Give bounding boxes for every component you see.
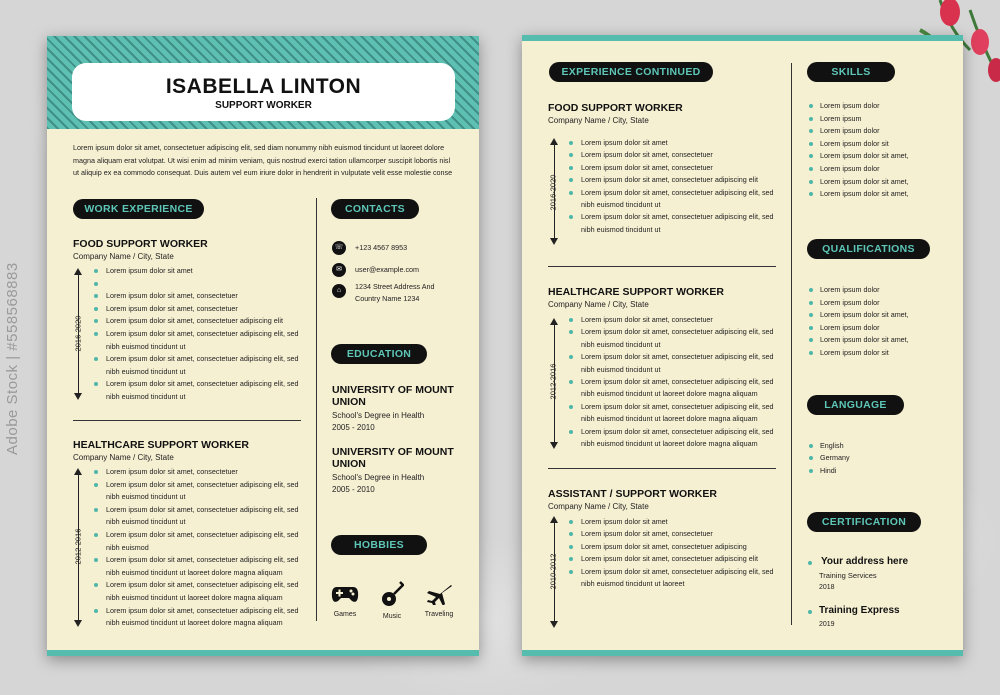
bullet-text: Lorem ipsum dolor sit amet, consectetuer adipiscing elit, sed: [106, 605, 299, 615]
bullet-text: Lorem ipsum dolor sit amet: [581, 138, 668, 147]
bullet-text: nibh euismod tincidunt ut laoreet dolore magna aliquam: [581, 439, 758, 448]
bullet-text: Lorem ipsum dolor sit amet, consectetuer: [106, 303, 238, 313]
job-years: 2016-2020: [73, 315, 83, 352]
bullet-dot: [569, 557, 573, 561]
bullet-text: Lorem ipsum dolor sit amet, consectetuer adipiscing elit, sed: [581, 327, 774, 337]
bullet-text: Lorem ipsum dolor sit amet, consectetuer adipiscing elit, sed: [106, 379, 299, 389]
bullet-dot: [94, 307, 98, 311]
bullet-text: Lorem ipsum dolor sit amet, consectetuer: [106, 291, 238, 301]
job-company: Company Name / City, State: [548, 116, 649, 125]
contact-address-line2: Country Name 1234: [355, 294, 420, 303]
bullet-dot: [809, 469, 813, 473]
list-item: Lorem ipsum dolor sit amet,: [820, 189, 909, 199]
guitar-icon: [380, 581, 404, 607]
bullet-dot: [809, 288, 813, 292]
list-item: Lorem ipsum dolor: [820, 101, 880, 110]
list-item: Lorem ipsum dolor: [820, 164, 880, 173]
bullet-dot: [809, 104, 813, 108]
bullet-text: Lorem ipsum dolor sit amet, consectetuer adipiscing elit, sed: [106, 530, 299, 539]
bullet-dot: [94, 533, 98, 537]
contact-email: user@example.com: [355, 265, 420, 274]
hobby-label: Music: [382, 613, 402, 620]
top-accent-band: [522, 35, 963, 41]
bullet-text: Lorem ipsum dolor sit amet, consectetuer adipiscing elit, sed: [581, 212, 774, 222]
education-school: UNIVERSITY OF MOUNT: [332, 446, 454, 458]
education-degree: School's Degree in Health: [332, 411, 425, 420]
timeline-arrow-up-icon: [74, 468, 82, 475]
bullet-dot: [809, 338, 813, 342]
bullet-dot: [809, 456, 813, 460]
bullet-dot: [569, 330, 573, 334]
bullet-text: nibh euismod tincidunt ut: [106, 492, 186, 502]
resume-page-2: [522, 35, 963, 656]
phone-icon: ☏: [332, 241, 346, 255]
list-item: Lorem ipsum dolor sit amet,: [820, 176, 909, 186]
bullet-text: Lorem ipsum dolor sit amet, consectetuer: [106, 467, 238, 476]
home-icon: ⌂: [332, 284, 346, 298]
job-company: Company Name / City, State: [548, 502, 649, 511]
bullet-dot: [569, 430, 573, 434]
bullet-dot: [569, 191, 573, 195]
bullet-text: nibh euismod tincidunt ut: [106, 341, 186, 351]
list-item: Lorem ipsum dolor sit: [820, 138, 889, 148]
bullet-text: nibh euismod tincidunt ut laoreet dolore magna aliquam: [106, 593, 283, 602]
bullet-dot: [809, 301, 813, 305]
bullet-dot: [809, 117, 813, 121]
bullet-dot: [809, 142, 813, 146]
cert-bullet: [808, 561, 812, 565]
timeline-arrow-up-icon: [550, 138, 558, 145]
job-years: 2010-2012: [548, 553, 558, 590]
bullet-text: Lorem ipsum dolor sit amet, consectetuer adipiscing elit, sed: [106, 329, 299, 338]
adobe-stock-watermark: Adobe Stock | #558568883: [4, 262, 21, 455]
bullet-text: Lorem ipsum dolor sit amet, consectetuer: [581, 150, 713, 160]
education-years: 2005 - 2010: [332, 485, 375, 494]
bullet-dot: [94, 583, 98, 587]
bullet-dot: [809, 154, 813, 158]
bullet-dot: [94, 483, 98, 487]
bullet-dot: [94, 319, 98, 323]
bullet-text: Lorem ipsum dolor sit amet, consectetuer adipiscing elit: [106, 316, 283, 326]
timeline-arrow-up-icon: [550, 318, 558, 325]
bullet-dot: [809, 180, 813, 184]
bullet-dot: [569, 545, 573, 549]
certification-heading: CERTIFICATION: [807, 512, 921, 532]
bullet-text: nibh euismod tincidunt ut laoreet: [581, 579, 685, 588]
bullet-dot: [94, 558, 98, 562]
bullet-dot: [809, 129, 813, 133]
bullet-dot: [569, 405, 573, 409]
education-school: UNIVERSITY OF MOUNT: [332, 384, 454, 396]
gamepad-icon: [331, 583, 359, 605]
timeline-arrow-down-icon: [550, 238, 558, 245]
bullet-text: Lorem ipsum dolor sit amet, consectetuer: [581, 162, 713, 172]
bullet-dot: [94, 609, 98, 613]
bullet-dot: [94, 332, 98, 336]
bullet-text: Lorem ipsum dolor sit amet, consectetuer adipiscing elit, sed: [106, 504, 299, 514]
job-company: Company Name / City, State: [73, 252, 174, 261]
cert-year: 2018: [819, 584, 835, 591]
bullet-text: nibh euismod tincidunt ut laoreet dolore magna aliquam: [106, 567, 283, 577]
bullet-text: Lorem ipsum dolor sit amet, consectetuer adipiscing elit, sed: [106, 479, 299, 489]
hobby-label: Games: [333, 611, 357, 618]
bullet-text: Lorem ipsum dolor sit amet, consectetuer adipiscing elit, sed: [106, 555, 299, 565]
timeline-arrow-down-icon: [74, 393, 82, 400]
bullet-text: nibh euismod tincidunt ut: [581, 224, 661, 234]
education-heading: EDUCATION: [331, 344, 427, 364]
job-title: HEALTHCARE SUPPORT WORKER: [548, 286, 724, 298]
bullet-dot: [569, 570, 573, 574]
bullet-dot: [569, 318, 573, 322]
qualifications-heading: QUALIFICATIONS: [807, 239, 930, 259]
list-item: Lorem ipsum dolor: [820, 126, 880, 136]
bullet-dot: [94, 470, 98, 474]
cert-title: Your address here: [821, 556, 909, 567]
bullet-dot: [569, 380, 573, 384]
bullet-dot: [569, 153, 573, 157]
bullet-text: Lorem ipsum dolor sit amet, consectetuer: [581, 315, 713, 324]
bullet-text: Lorem ipsum dolor sit amet: [581, 517, 668, 526]
hobbies-heading: HOBBIES: [331, 535, 427, 555]
cert-bullet: [808, 610, 812, 614]
job-separator: [73, 420, 301, 421]
bullet-text: nibh euismod tincidunt ut: [106, 517, 186, 527]
bullet-text: Lorem ipsum dolor sit amet, consectetuer adipiscing elit, sed: [581, 377, 774, 386]
bullet-text: nibh euismod tincidunt ut: [106, 392, 186, 401]
job-years: 2012-2016: [73, 528, 83, 565]
bullet-dot: [569, 355, 573, 359]
hobby-label: Traveling: [424, 611, 454, 618]
email-icon: ✉: [332, 263, 346, 277]
bullet-text: nibh euismod tincidunt ut: [106, 366, 186, 376]
list-item: Lorem ipsum dolor sit amet,: [820, 335, 909, 345]
bullet-text: Lorem ipsum dolor sit amet, consectetuer adipiscing elit, sed: [106, 354, 299, 364]
timeline-arrow-down-icon: [74, 620, 82, 627]
list-item: Hindi: [820, 465, 837, 475]
bullet-dot: [809, 192, 813, 196]
column-divider: [791, 63, 792, 625]
bullet-dot: [569, 178, 573, 182]
bullet-text: Lorem ipsum dolor sit amet, consectetuer adipiscing elit, sed: [581, 187, 774, 197]
list-item: Germany: [820, 453, 850, 463]
bullet-text: Lorem ipsum dolor sit amet, consectetuer adipiscing: [581, 541, 747, 551]
bullet-dot: [94, 382, 98, 386]
bullet-dot: [94, 294, 98, 298]
candidate-role: SUPPORT WORKER: [215, 100, 312, 111]
job-title: HEALTHCARE SUPPORT WORKER: [73, 439, 249, 451]
experience-continued-heading: EXPERIENCE CONTINUED: [549, 62, 713, 82]
bullet-text: nibh euismod tincidunt ut laoreet dolore magna aliquam: [106, 618, 283, 628]
cert-issuer: Training Services: [819, 571, 877, 580]
bullet-dot: [94, 357, 98, 361]
bullet-text: Lorem ipsum dolor sit amet, consectetuer adipiscing elit, sed: [106, 580, 299, 590]
hobby-music: [372, 581, 412, 620]
bottom-accent-band: [47, 650, 479, 656]
candidate-name: ISABELLA LINTON: [165, 75, 362, 98]
list-item: Lorem ipsum dolor sit amet,: [820, 310, 909, 320]
list-item: Lorem ipsum dolor: [820, 297, 880, 307]
name-box: [72, 63, 455, 121]
bullet-text: Lorem ipsum dolor sit amet, consectetuer adipiscing elit, sed: [581, 352, 774, 362]
bullet-dot: [569, 215, 573, 219]
contacts-heading: CONTACTS: [331, 199, 419, 219]
bullet-dot: [569, 141, 573, 145]
bullet-text: nibh euismod tincidunt ut: [581, 364, 661, 374]
cert-year: 2019: [819, 621, 835, 628]
job-separator: [548, 468, 776, 469]
job-company: Company Name / City, State: [548, 300, 649, 309]
timeline-arrow-down-icon: [550, 621, 558, 628]
bullet-text: nibh euismod: [106, 542, 149, 552]
list-item: Lorem ipsum dolor: [820, 285, 880, 294]
work-experience-heading: WORK EXPERIENCE: [73, 199, 204, 219]
airplane-icon: [425, 583, 453, 605]
list-item: Lorem ipsum dolor: [820, 322, 880, 332]
education-degree: School's Degree in Health: [332, 473, 425, 482]
bullet-text: Lorem ipsum dolor sit amet, consectetuer adipiscing elit, sed: [581, 566, 774, 576]
bullet-dot: [94, 269, 98, 273]
education-school-cont: UNION: [332, 396, 366, 408]
timeline-arrow-up-icon: [550, 516, 558, 523]
list-item: Lorem ipsum: [820, 113, 862, 123]
cert-title: Training Express: [819, 605, 900, 616]
list-item: English: [820, 441, 844, 450]
bullet-text: Lorem ipsum dolor sit amet, consectetuer adipiscing elit, sed: [581, 426, 774, 436]
hobby-traveling: [419, 583, 459, 618]
bullet-dot: [94, 282, 98, 286]
bullet-dot: [809, 313, 813, 317]
bullet-text: nibh euismod tincidunt ut: [581, 339, 661, 349]
bullet-dot: [809, 326, 813, 330]
education-school-cont: UNION: [332, 458, 366, 470]
contact-phone: +123 4567 8953: [355, 243, 408, 252]
bullet-dot: [809, 444, 813, 448]
bottom-accent-band: [522, 650, 963, 656]
bullet-text: nibh euismod tincidunt ut laoreet dolore magna aliquam: [581, 414, 758, 424]
bullet-dot: [94, 508, 98, 512]
bullet-text: Lorem ipsum dolor sit amet, consectetuer adipiscing elit: [581, 175, 758, 185]
bullet-text: Lorem ipsum dolor sit amet: [106, 266, 193, 275]
job-company: Company Name / City, State: [73, 453, 174, 462]
bullet-text: nibh euismod tincidunt ut laoreet dolore magna aliquam: [581, 389, 758, 399]
bullet-dot: [809, 351, 813, 355]
bullet-text: Lorem ipsum dolor sit amet, consectetuer adipiscing elit, sed: [581, 401, 774, 411]
education-years: 2005 - 2010: [332, 423, 375, 432]
job-title: FOOD SUPPORT WORKER: [548, 102, 683, 114]
language-heading: LANGUAGE: [807, 395, 904, 415]
job-title: FOOD SUPPORT WORKER: [73, 238, 208, 250]
bullet-dot: [569, 166, 573, 170]
bullet-text: nibh euismod tincidunt ut: [581, 200, 661, 209]
list-item: Lorem ipsum dolor sit: [820, 348, 889, 357]
list-item: Lorem ipsum dolor sit amet,: [820, 151, 909, 161]
timeline-arrow-up-icon: [74, 268, 82, 275]
bullet-text: Lorem ipsum dolor sit amet, consectetuer adipiscing elit: [581, 554, 758, 564]
timeline-arrow-down-icon: [550, 442, 558, 449]
job-title: ASSISTANT / SUPPORT WORKER: [548, 488, 717, 500]
job-separator: [548, 266, 776, 267]
bullet-dot: [809, 167, 813, 171]
bullet-dot: [569, 532, 573, 536]
contact-address-line1: 1234 Street Address And: [355, 282, 435, 291]
resume-page-1: [47, 36, 479, 656]
intro-paragraph: Lorem ipsum dolor sit amet, consectetuer adipiscing elit, sed diam nonummy nibh euismod tincidunt ut laoreet dolore magna aliquam erat volutpat. Ut wisi enim ad minim veniam, quis nostrud exerci tation ullamcorper suscipit lobortis nisl ut aliquip ex ea commodo consequat. Duis autem vel eum iriure dolor in hendrerit in vulputate velit esse molestie conse: [73, 143, 453, 178]
skills-heading: SKILLS: [807, 62, 895, 82]
column-divider: [316, 198, 317, 621]
bullet-dot: [569, 520, 573, 524]
bullet-text: Lorem ipsum dolor sit amet, consectetuer: [581, 529, 713, 539]
hobby-games: [325, 583, 365, 618]
job-years: 2016-2020: [548, 174, 558, 211]
job-years: 2012-2016: [548, 363, 558, 400]
